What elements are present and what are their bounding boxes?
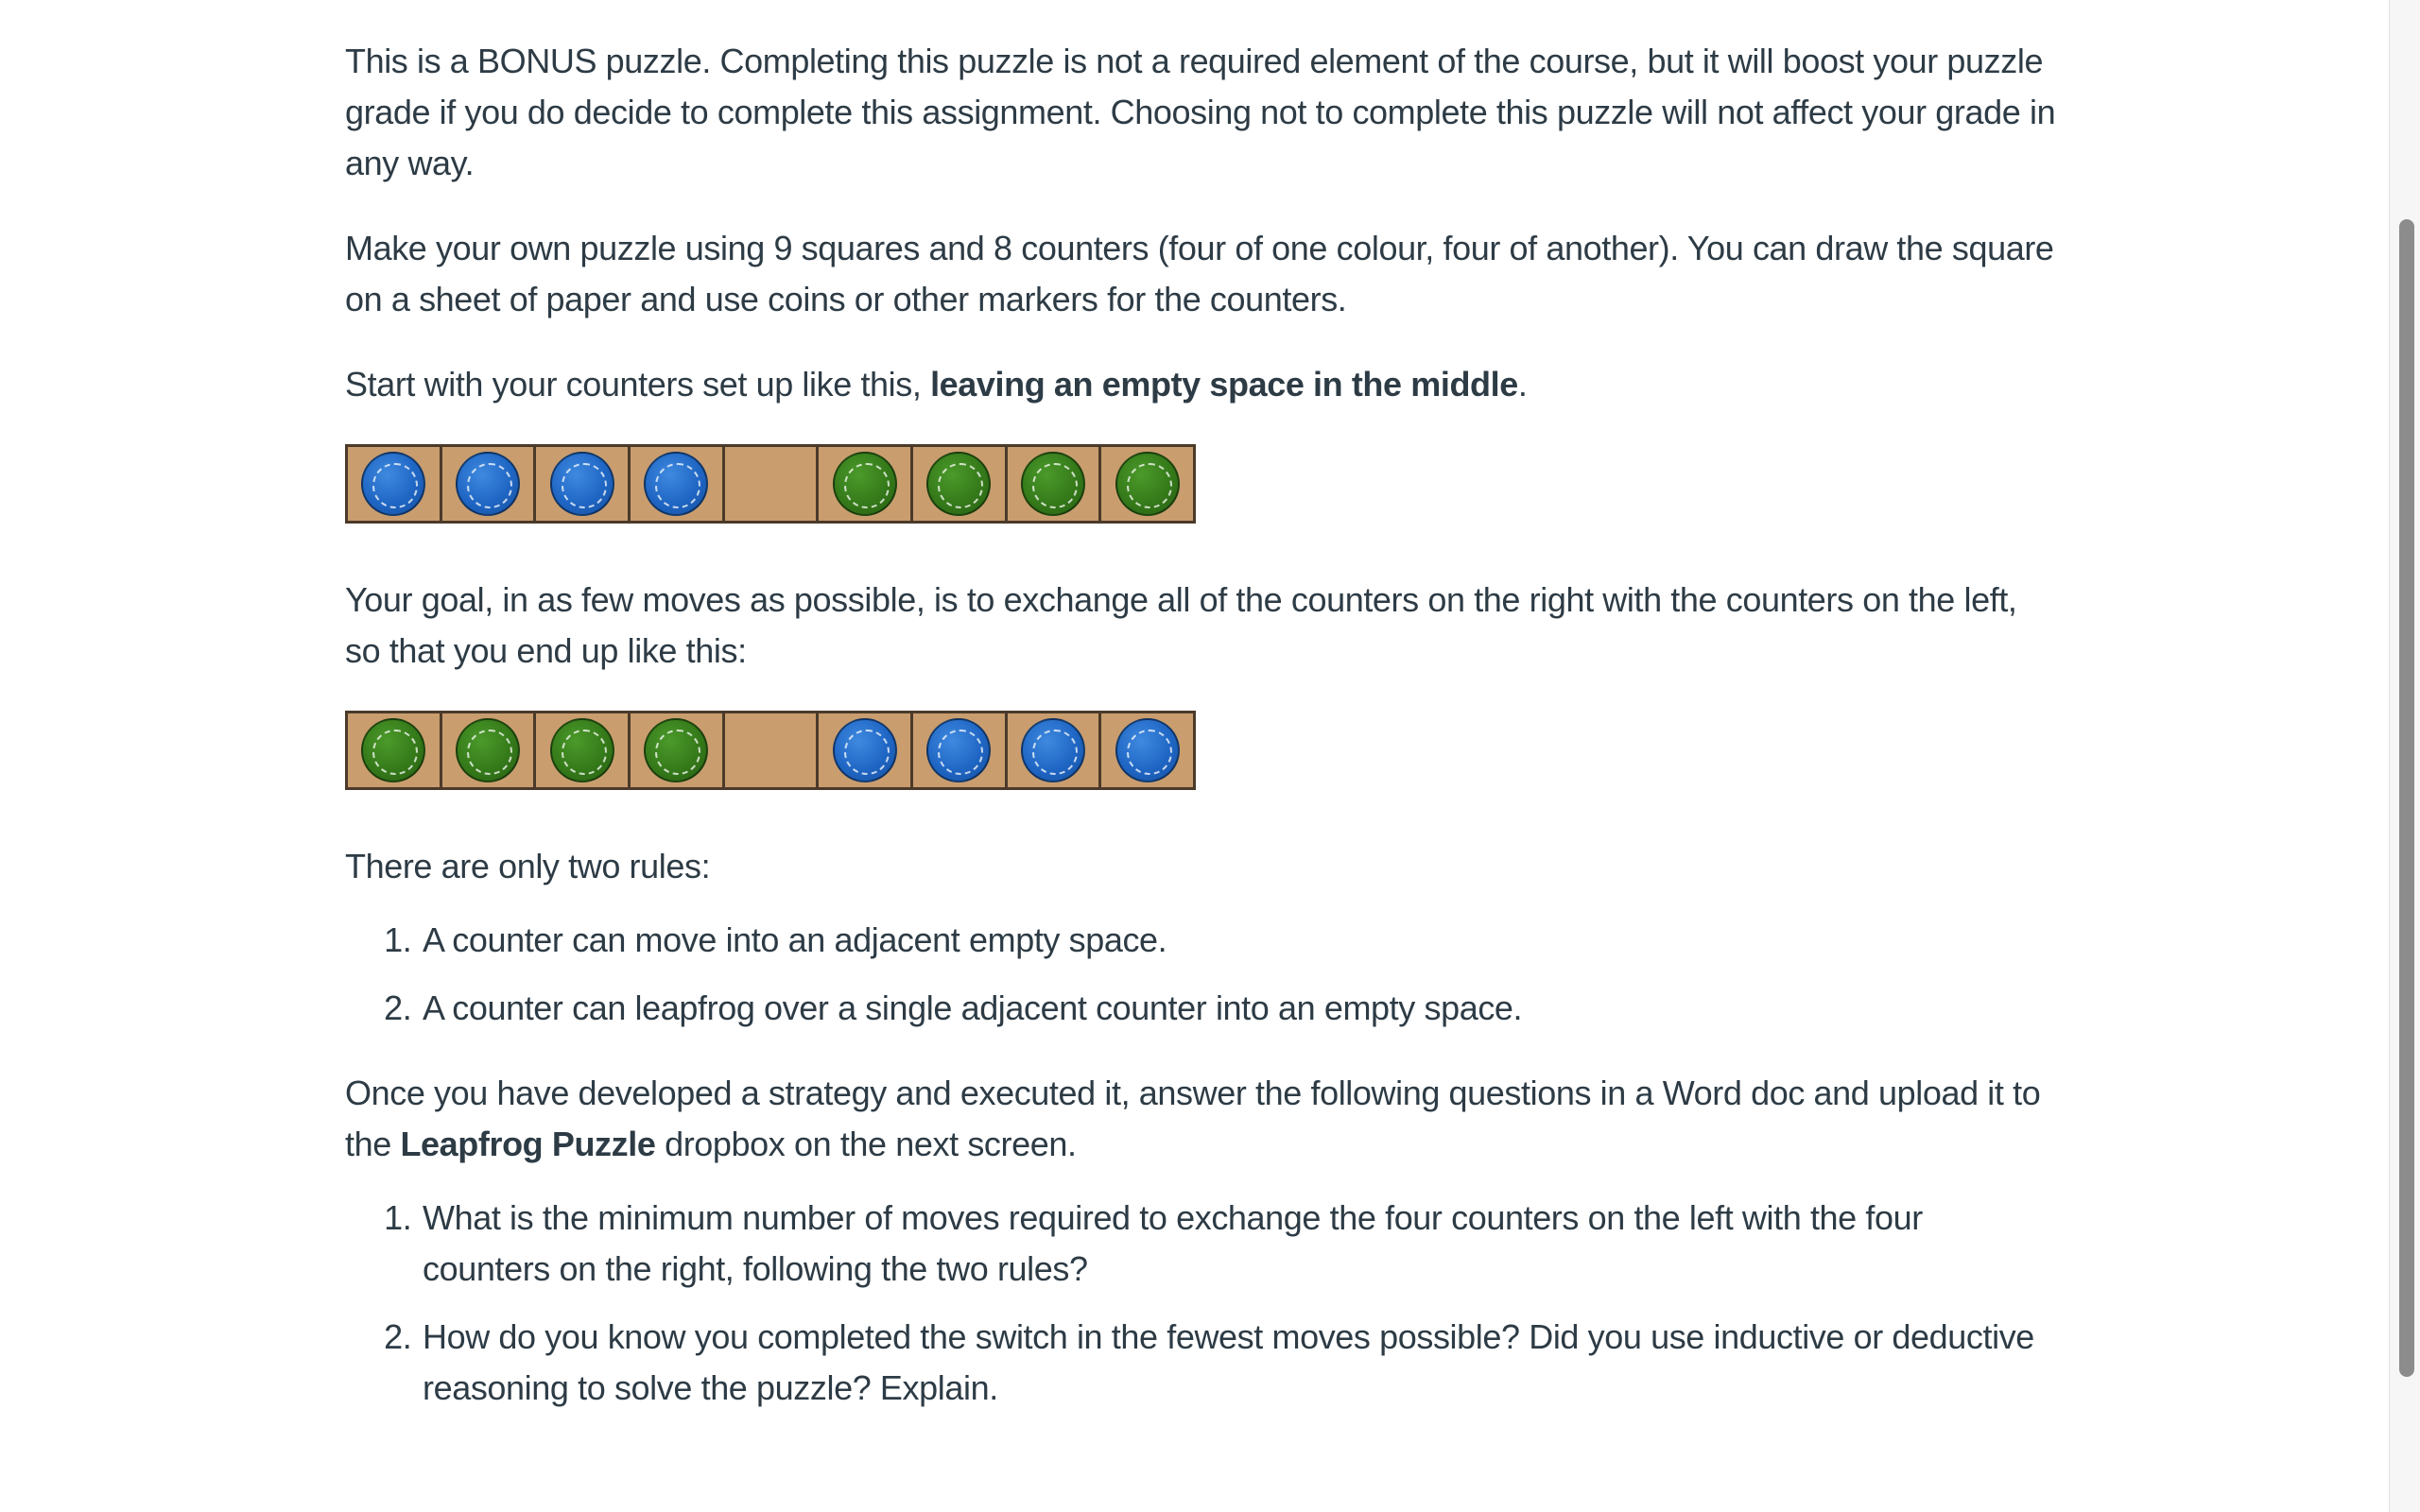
- scrollbar-thumb[interactable]: [2399, 219, 2414, 1377]
- board-square: [1101, 447, 1193, 521]
- dropbox-name: Leapfrog Puzzle: [400, 1125, 656, 1163]
- green-counter: [833, 452, 897, 516]
- green-counter: [1115, 452, 1180, 516]
- submit-text: Once you have developed a strategy and executed it, answer the following questions in a Word doc and upload it to the: [345, 1074, 2041, 1163]
- board-square: [1008, 447, 1102, 521]
- submit-suffix: dropbox on the next screen.: [655, 1125, 1077, 1163]
- board-square: [631, 713, 725, 787]
- question-item: 2. How do you know you completed the switch in the fewest moves possible? Did you use inductive or deductive reasoning to solve the puzzle? Explain.: [421, 1312, 2056, 1414]
- start-suffix: .: [1517, 365, 1528, 404]
- green-counter: [644, 718, 708, 782]
- bonus-paragraph: This is a BONUS puzzle. Completing this puzzle is not a required element of the course, but it will boost your puzzle grade if you do decide to complete this assignment. Choosing not to complete this puzzle will not affect your grade in any way.: [345, 42, 2056, 182]
- start-emphasis: leaving an empty space in the middle: [930, 365, 1518, 404]
- board-square: [913, 447, 1008, 521]
- board-square: [1101, 713, 1193, 787]
- green-counter: [456, 718, 520, 782]
- make-puzzle-paragraph: Make your own puzzle using 9 squares and 8 counters (four of one colour, four of another). You can draw the square on a sheet of paper and use coins or other markers for the counters.: [345, 229, 2054, 318]
- question-item: 1. What is the minimum number of moves required to exchange the four counters on the left with the four counters on the right, following the two rules?: [421, 1193, 2056, 1295]
- empty-square: [725, 447, 820, 521]
- blue-counter: [456, 452, 520, 516]
- start-board-image: [345, 444, 1196, 524]
- green-counter: [550, 718, 614, 782]
- board-square: [536, 713, 631, 787]
- blue-counter: [1021, 718, 1085, 782]
- green-counter: [361, 718, 425, 782]
- rule-item: 1. A counter can move into an adjacent empty space.: [421, 915, 2056, 966]
- board-square: [913, 713, 1008, 787]
- rules-heading: There are only two rules:: [345, 847, 711, 885]
- green-counter: [926, 452, 991, 516]
- board-square: [348, 447, 442, 521]
- end-board-image: [345, 711, 1196, 790]
- board-square: [1008, 713, 1102, 787]
- empty-square: [725, 713, 820, 787]
- blue-counter: [644, 452, 708, 516]
- board-square: [631, 447, 725, 521]
- blue-counter: [926, 718, 991, 782]
- rule-item: 2. A counter can leapfrog over a single adjacent counter into an empty space.: [421, 983, 2056, 1034]
- board-square: [442, 713, 537, 787]
- puzzle-instructions: [345, 36, 2056, 1448]
- board-square: [348, 713, 442, 787]
- board-square: [819, 713, 913, 787]
- blue-counter: [833, 718, 897, 782]
- board-square: [536, 447, 631, 521]
- blue-counter: [550, 452, 614, 516]
- goal-paragraph: Your goal, in as few moves as possible, is to exchange all of the counters on the right with the counters on the left, so that you end up like this:: [345, 580, 2017, 670]
- rules-list: [345, 915, 2056, 1034]
- submit-paragraph: [345, 1068, 2056, 1170]
- start-text: Start with your counters set up like this,: [345, 365, 931, 404]
- blue-counter: [1115, 718, 1180, 782]
- green-counter: [1021, 452, 1085, 516]
- start-paragraph: [345, 359, 2056, 410]
- board-square: [442, 447, 537, 521]
- board-square: [819, 447, 913, 521]
- vertical-scrollbar[interactable]: [2389, 0, 2420, 1512]
- questions-list: [345, 1193, 2056, 1414]
- blue-counter: [361, 452, 425, 516]
